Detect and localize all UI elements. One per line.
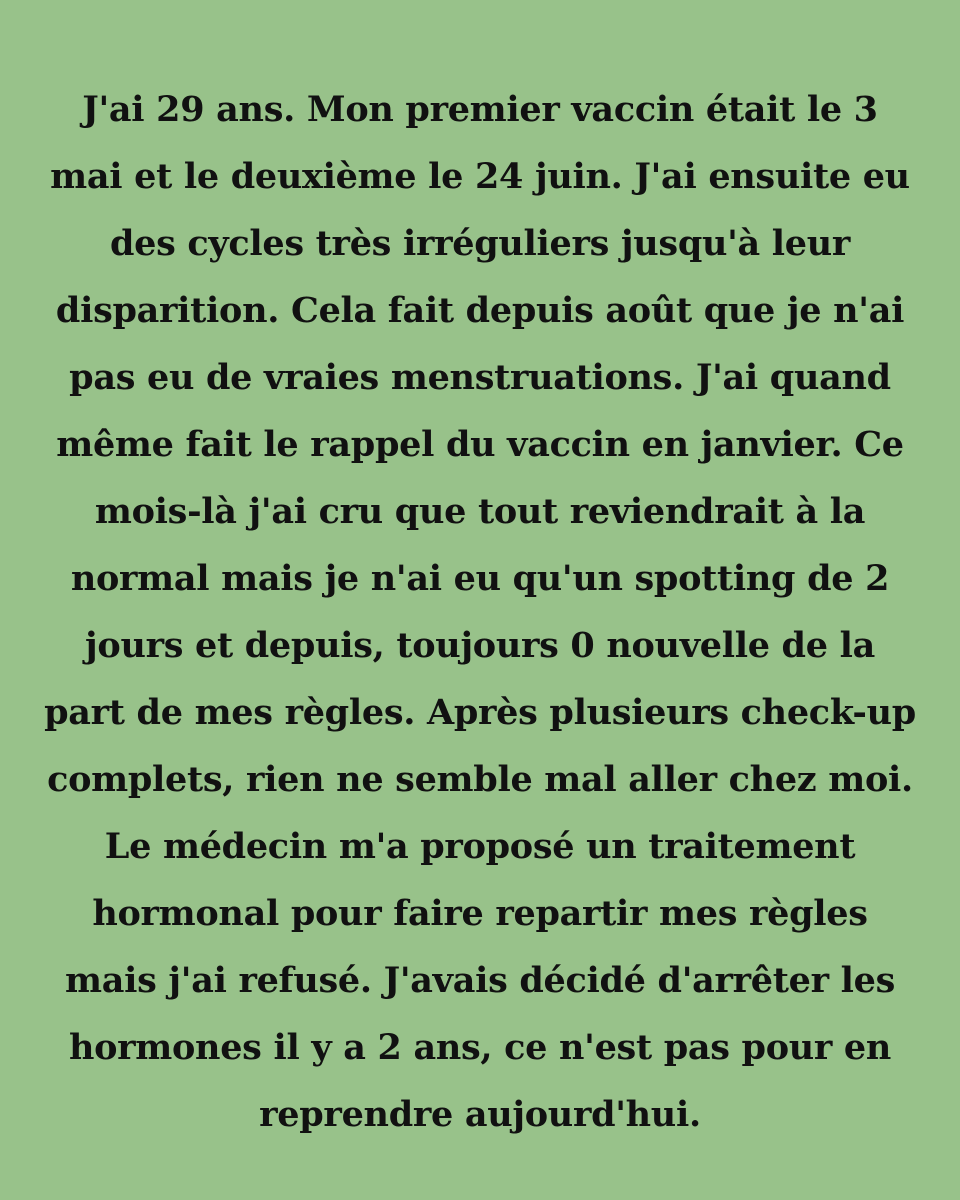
testimony-text <box>0 76 960 1148</box>
testimony-line: mai et le deuxième le 24 juin. J'ai ensuite eu <box>50 156 910 197</box>
testimony-line: hormonal pour faire repartir mes règles <box>92 893 868 934</box>
testimony-line: mais j'ai refusé. J'avais décidé d'arrêter les <box>65 960 895 1001</box>
testimony-line: reprendre aujourd'hui. <box>259 1094 701 1135</box>
testimony-line: J'ai 29 ans. Mon premier vaccin était le 3 <box>82 89 878 130</box>
testimony-line: normal mais je n'ai eu qu'un spotting de 2 <box>70 558 890 599</box>
testimony-line: complets, rien ne semble mal aller chez moi. <box>47 759 913 800</box>
testimony-line: jours et depuis, toujours 0 nouvelle de la <box>85 625 875 666</box>
testimony-line: part de mes règles. Après plusieurs check-up <box>44 692 916 733</box>
testimony-line: des cycles très irréguliers jusqu'à leur <box>109 223 851 264</box>
testimony-line: même fait le rappel du vaccin en janvier. Ce <box>56 424 904 465</box>
testimony-line: disparition. Cela fait depuis août que je n'ai <box>55 290 905 331</box>
testimony-line: Le médecin m'a proposé un traitement <box>104 826 856 867</box>
testimony-line: hormones il y a 2 ans, ce n'est pas pour en <box>68 1027 892 1068</box>
testimony-line: mois-là j'ai cru que tout reviendrait à la <box>94 491 866 532</box>
testimony-line: pas eu de vraies menstruations. J'ai quand <box>69 357 891 398</box>
